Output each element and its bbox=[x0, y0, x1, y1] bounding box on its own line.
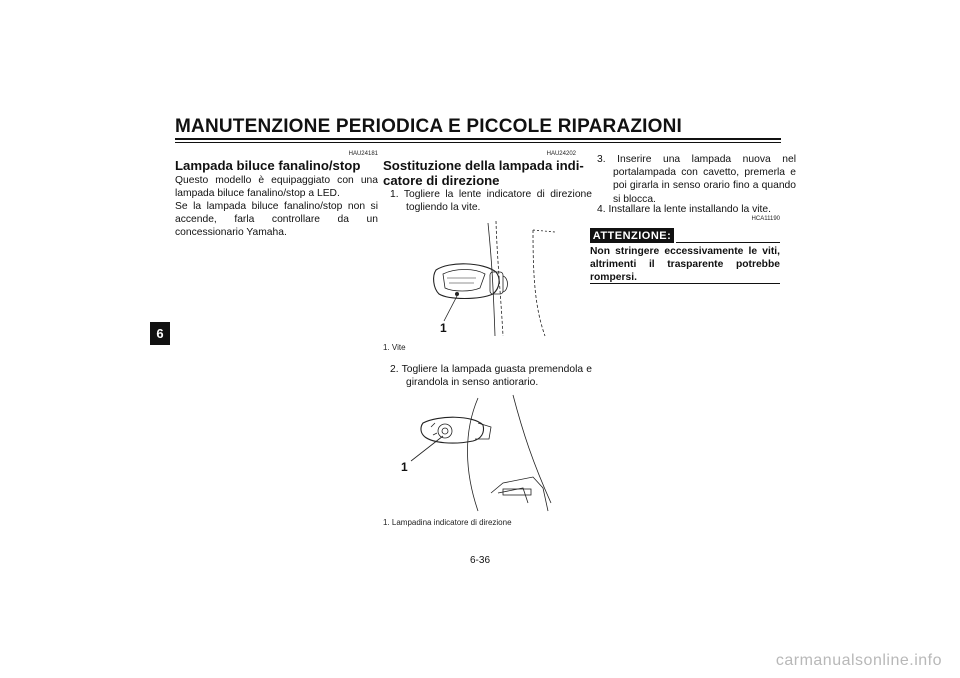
page-number: 6-36 bbox=[469, 555, 490, 566]
watermark: carmanualsonline.info bbox=[775, 652, 942, 669]
warning-rule bbox=[676, 242, 780, 243]
section-code: HAU24202 bbox=[546, 151, 576, 157]
title-rule bbox=[175, 138, 781, 140]
warning-text: Non stringere eccessivamente le viti, altrimenti il trasparente potrebbe rompersi. bbox=[590, 246, 780, 284]
figure-caption: 1. Lampadina indicatore di direzione bbox=[383, 518, 512, 527]
figure-caption: 1. Vite bbox=[383, 343, 406, 352]
section-heading-line1: Sostituzione della lampada indi- bbox=[383, 158, 584, 173]
section-heading-line2: catore di direzione bbox=[383, 173, 500, 188]
paragraph: Se la lampada biluce fanalino/stop non si accende, farla controllare da un concessionario Yamaha. bbox=[175, 201, 378, 239]
figure-callout-label: 1 bbox=[440, 321, 447, 335]
step-4: 4. Installare la lente installando la vite. bbox=[597, 204, 772, 215]
page-title: MANUTENZIONE PERIODICA E PICCOLE RIPARAZIONI bbox=[175, 116, 683, 137]
figure-callout-label: 1 bbox=[401, 460, 408, 474]
paragraph: Questo modello è equipaggiato con una lampada biluce fanalino/stop a LED. bbox=[175, 175, 378, 200]
figure-turn-signal-lens bbox=[383, 218, 577, 338]
step-3: 3. Inserire una lampada nuova nel portalampada con cavetto, premerla e poi girarla in senso orario fino a quando si blocca. bbox=[597, 154, 796, 205]
section-heading: Lampada biluce fanalino/stop bbox=[175, 158, 361, 173]
figure-bulb-removal bbox=[383, 393, 577, 513]
warning-label: ATTENZIONE: bbox=[590, 228, 674, 243]
warning-code: HCA11190 bbox=[751, 216, 780, 222]
title-rule-thin bbox=[175, 142, 781, 143]
step-2: 2. Togliere la lampada guasta premendola e girandola in senso antiorario. bbox=[390, 364, 592, 389]
chapter-tab: 6 bbox=[150, 322, 170, 345]
section-code: HAU24181 bbox=[348, 151, 378, 157]
step-1: 1. Togliere la lente indicatore di direzione togliendo la vite. bbox=[390, 189, 592, 214]
warning-bottom-rule bbox=[590, 283, 780, 284]
